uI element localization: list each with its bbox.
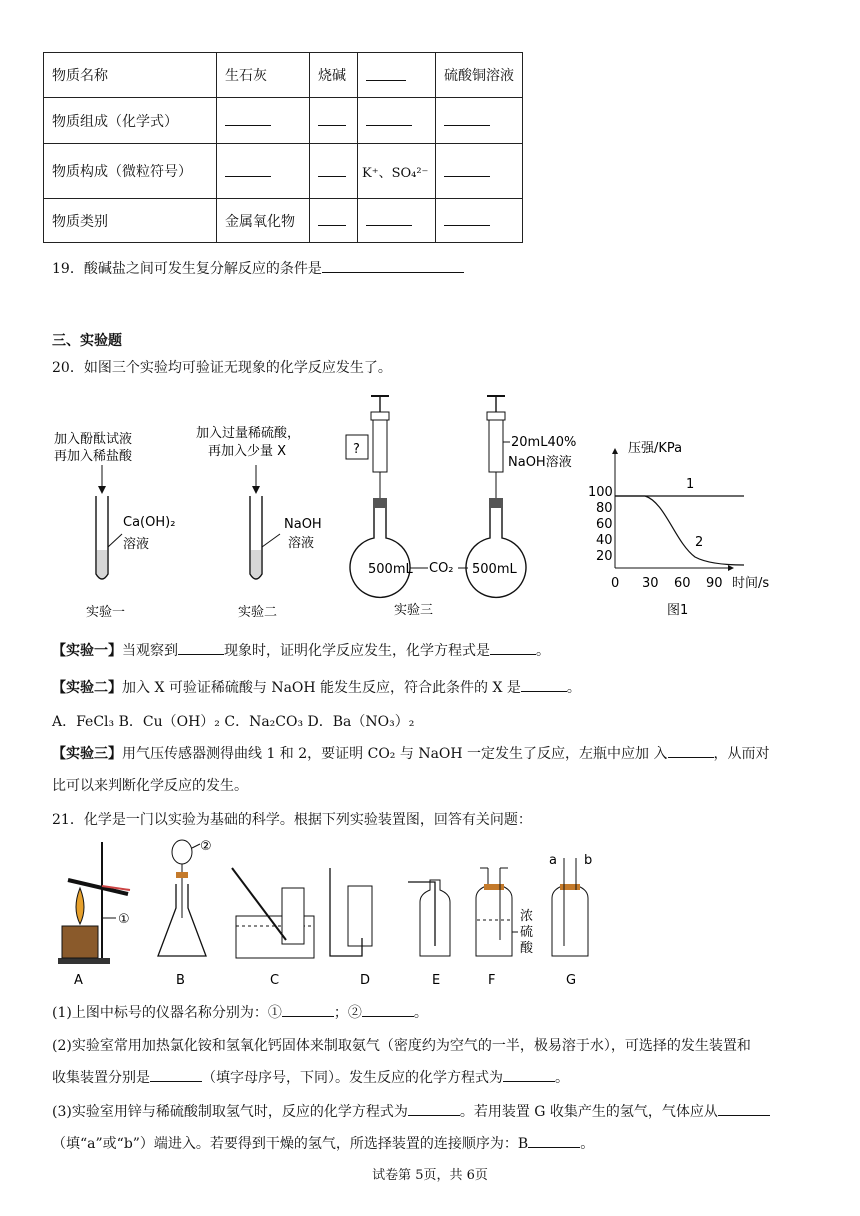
row-label: 物质构成（微粒符号） — [44, 144, 217, 199]
cell: K⁺、SO₄²⁻ — [358, 144, 436, 199]
page-footer: 试卷第 5页，共 6页 — [372, 1168, 488, 1183]
exp1-solution-name: Ca(OH)₂ — [123, 515, 176, 530]
stand-base — [58, 958, 110, 964]
y-tick: 100 — [588, 485, 613, 500]
stopper — [489, 498, 503, 508]
syringe-barrel — [489, 420, 503, 472]
flame — [76, 888, 84, 924]
collection-bottle — [552, 886, 588, 956]
row-label: 物质类别 — [44, 199, 217, 243]
exp2-solution-name: NaOH — [284, 517, 322, 532]
acid-char: 酸 — [520, 941, 534, 956]
inverted-jar — [348, 886, 372, 946]
question-19-text: 19．酸碱盐之间可发生复分解反应的条件是 — [52, 261, 322, 277]
label-g: G — [566, 973, 577, 988]
x-tick: 30 — [642, 576, 659, 591]
q21-part3 — [52, 1101, 770, 1121]
cell — [436, 199, 523, 243]
exp3-question — [52, 743, 770, 763]
pointer-line — [108, 534, 122, 547]
answer-blank — [318, 162, 346, 177]
label-d: D — [360, 973, 371, 988]
curve-2-label: 2 — [695, 535, 704, 550]
cell: 烧碱 — [310, 53, 358, 98]
cell — [436, 144, 523, 199]
exp3-caption: 实验三 — [394, 603, 434, 618]
stopper — [484, 884, 504, 890]
q21-part2: (2)实验室常用加热氯化铵和氢氧化钙固体来制取氨气（密度约为空气的一半，极易溶于水），可选择的发生装置和 — [52, 1038, 751, 1054]
label-f: F — [488, 973, 496, 988]
curve-2 — [615, 496, 744, 565]
x-tick: 0 — [611, 576, 620, 591]
answer-blank — [322, 258, 464, 273]
arrow-head — [252, 486, 260, 494]
flask-left — [350, 508, 410, 597]
experiment-figure — [40, 392, 800, 624]
exp3-text: 用气压传感器测得曲线 1 和 2，要证明 CO₂ 与 NaOH 一定发生了反应，左瓶中应加 入 — [122, 746, 668, 762]
q21-3-text-c: （填“a”或“b”）端进入。若要得到干燥的氢气，所选择装置的连接顺序为：B — [52, 1136, 529, 1152]
answer-blank — [178, 640, 224, 655]
answer-blank — [366, 66, 406, 81]
period: 。 — [555, 1070, 569, 1086]
gas-jar — [282, 888, 304, 944]
cell — [217, 144, 310, 199]
end-a: a — [549, 853, 557, 868]
cell — [310, 98, 358, 144]
property-table — [43, 52, 523, 243]
answer-blank — [318, 211, 346, 226]
syringe-content-1: 20mL40% — [511, 435, 577, 450]
flask-left-volume: 500mL — [368, 562, 413, 577]
flask-right-volume: 500mL — [472, 562, 517, 577]
x-tick: 90 — [706, 576, 723, 591]
section-title: 三、实验题 — [52, 333, 122, 349]
y-tick: 40 — [596, 533, 613, 548]
period: 。 — [566, 680, 581, 696]
cell: 硫酸铜溶液 — [436, 53, 523, 98]
exp2-question — [52, 677, 581, 697]
flask-right — [466, 508, 526, 597]
end-b: b — [584, 853, 593, 868]
cell: 金属氧化物 — [217, 199, 310, 243]
mark-1: ① — [118, 912, 130, 927]
answer-blank — [490, 640, 536, 655]
graph-x-label: 时间/s — [732, 576, 770, 591]
answer-blank — [444, 162, 490, 177]
answer-blank — [225, 162, 271, 177]
exp3-line-2: 比可以来判断化学反应的发生。 — [52, 778, 248, 794]
syringe-content-2: NaOH溶液 — [508, 455, 572, 470]
acid-char: 浓 — [520, 909, 534, 924]
wash-bottle — [476, 886, 512, 956]
period: 。 — [580, 1136, 595, 1152]
x-tick: 60 — [674, 576, 691, 591]
q21-2-text-b: 收集装置分别是 — [52, 1070, 150, 1086]
period: 。 — [413, 1005, 428, 1021]
exp2-solution-label: 溶液 — [288, 536, 315, 551]
plunger-head — [487, 412, 505, 420]
exp1-text-b: 现象时，证明化学反应发生，化学方程式是 — [224, 643, 490, 659]
q21-part2-line2 — [52, 1067, 569, 1087]
label-b: B — [176, 973, 185, 988]
test-tube-a — [68, 880, 128, 894]
exp2-note-1: 加入过量稀硫酸， — [196, 426, 301, 441]
answer-blank — [225, 111, 271, 126]
plunger-head — [371, 412, 389, 420]
stopper — [176, 872, 188, 878]
exp2-tag: 【实验二】 — [52, 680, 122, 696]
exp1-solution-label: 溶液 — [123, 537, 150, 552]
answer-blank — [318, 111, 346, 126]
syringe-barrel — [373, 420, 387, 472]
answer-blank — [503, 1067, 555, 1082]
delivery-tube — [232, 868, 286, 940]
exp3-text-end: ，从而对 — [713, 746, 770, 762]
period: 。 — [536, 643, 550, 659]
answer-blank — [668, 743, 714, 758]
label-a: A — [74, 973, 83, 988]
y-tick: 60 — [596, 517, 613, 532]
q21-3-text-a: (3)实验室用锌与稀硫酸制取氢气时，反应的化学方程式为 — [52, 1104, 408, 1120]
graph-caption: 图1 — [667, 603, 689, 618]
answer-blank — [366, 111, 412, 126]
answer-blank — [528, 1133, 580, 1148]
label-c: C — [270, 973, 280, 988]
y-tick: 20 — [596, 549, 613, 564]
cell — [310, 144, 358, 199]
graph-y-label: 压强/KPa — [628, 441, 683, 456]
apparatus-figure — [40, 828, 600, 988]
q21-part3-line2 — [52, 1133, 594, 1153]
answer-blank — [718, 1101, 770, 1116]
pointer-line — [262, 534, 280, 547]
answer-blank — [362, 1002, 414, 1017]
answer-blank — [408, 1101, 460, 1116]
cell: 生石灰 — [217, 53, 310, 98]
exp2-caption: 实验二 — [238, 605, 278, 620]
exp2-options: A．FeCl₃ B．Cu（OH）₂ C．Na₂CO₃ D．Ba（NO₃）₂ — [52, 714, 415, 730]
exp1-caption: 实验一 — [86, 605, 126, 620]
gas-label: CO₂ — [429, 561, 454, 576]
q21-2-text-c: （填字母序号，下同）。发生反应的化学方程式为 — [202, 1070, 503, 1086]
block — [62, 926, 98, 958]
pointer-line — [192, 844, 200, 848]
q21-part1 — [52, 1002, 428, 1022]
y-axis-arrow — [612, 448, 618, 454]
tube-solution-1 — [97, 550, 107, 578]
exp1-note-1: 加入酚酞试液 — [54, 432, 133, 447]
exp3-tag: 【实验三】 — [52, 746, 122, 762]
cell — [436, 98, 523, 144]
cell — [217, 98, 310, 144]
exp2-text: 加入 X 可验证稀硫酸与 NaOH 能发生反应，符合此条件的 X 是 — [122, 680, 521, 696]
row-label: 物质组成（化学式） — [44, 98, 217, 144]
exp1-note-2: 再加入稀盐酸 — [54, 449, 133, 464]
question-21: 21．化学是一门以实验为基础的科学。根据下列实验装置图，回答有关问题： — [52, 812, 532, 828]
exp1-question — [52, 640, 550, 660]
stopper — [373, 498, 387, 508]
x-axis-arrow — [728, 565, 734, 571]
q21-3-text-b: 。若用装置 G 收集产生的氢气，气体应从 — [459, 1104, 718, 1120]
curve-1-label: 1 — [686, 477, 695, 492]
y-tick: 80 — [596, 501, 613, 516]
unknown-mark: ? — [353, 442, 360, 457]
arrow-head — [98, 486, 106, 494]
q21-1-text-b: ；② — [333, 1005, 362, 1021]
answer-blank — [150, 1067, 202, 1082]
mark-2: ② — [200, 839, 212, 854]
q21-1-text-a: (1)上图中标号的仪器名称分别为：① — [52, 1005, 282, 1021]
question-20: 20．如图三个实验均可验证无现象的化学反应发生了。 — [52, 360, 392, 376]
answer-blank — [444, 211, 490, 226]
stopper — [560, 884, 580, 890]
question-19 — [52, 258, 464, 278]
cell — [310, 199, 358, 243]
cell — [358, 53, 436, 98]
label-e: E — [432, 973, 441, 988]
exp1-tag: 【实验一】 — [52, 643, 122, 659]
answer-blank — [521, 677, 567, 692]
answer-blank — [282, 1002, 334, 1017]
row-label: 物质名称 — [44, 53, 217, 98]
answer-blank — [444, 111, 490, 126]
exp2-note-2: 再加入少量 X — [208, 444, 287, 459]
cell — [358, 98, 436, 144]
acid-char: 硫 — [520, 925, 534, 940]
tube-solution-2 — [251, 550, 261, 578]
exp1-text-a: 当观察到 — [122, 643, 178, 659]
funnel — [172, 840, 192, 864]
cell — [358, 199, 436, 243]
answer-blank — [366, 211, 412, 226]
